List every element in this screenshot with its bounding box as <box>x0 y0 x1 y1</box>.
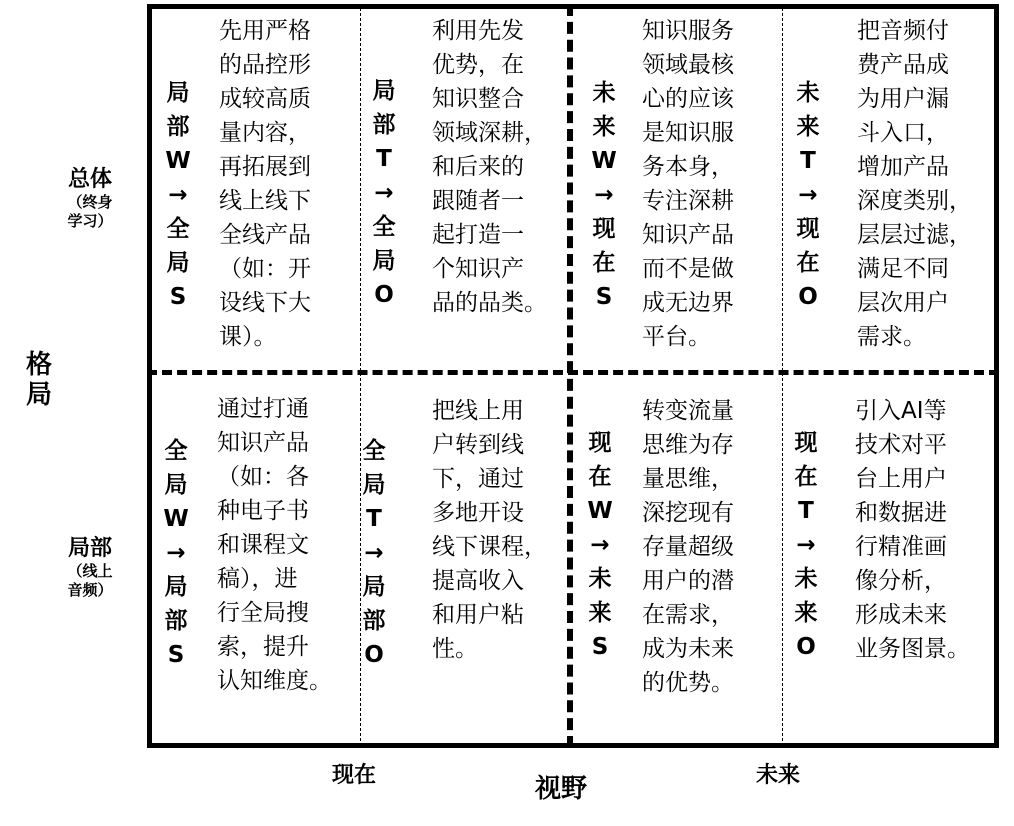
cell-text-5: 通过打通 知识产品 （如：各 种电子书 和课程文 稿），进 行全局搜 索，提升 认知维度。 <box>217 396 332 694</box>
strategy-label-3: 未 来 W → 现 在 S <box>591 80 617 310</box>
vertical-divider <box>567 4 573 748</box>
x-axis-title: 视野 <box>535 774 588 804</box>
y-axis-title: 格 局 <box>25 350 52 410</box>
strategy-label-7: 现 在 W → 未 来 S <box>587 430 613 660</box>
cell-text-2: 利用先发 优势，在 知识整合 领域深耕， 和后来的 跟随者一 起打造一 个知识产 品的品类。 <box>432 18 547 316</box>
strategy-label-5: 全 局 W → 局 部 S <box>163 438 189 668</box>
row-label-top-sub: （终身 学习） <box>67 193 113 230</box>
strategy-label-6: 全 局 T → 局 部 O <box>362 438 386 668</box>
row-label-bottom <box>50 536 130 600</box>
cell-text-8: 引入AI等 技术对平 台上用户 和数据进 行精准画 像分析， 形成未来 业务图景。 <box>855 398 970 662</box>
row-label-top-main: 总体 <box>67 167 112 192</box>
cell-text-1: 先用严格 的品控形 成较高质 量内容， 再拓展到 线上线下 全线产品 （如：开 设线下大 课）。 <box>219 18 311 350</box>
quadrant-divider-right <box>782 8 783 746</box>
cell-text-7: 转变流量 思维为存 量思维， 深挖现有 存量超级 用户的潜 在需求， 成为未来 的优势。 <box>642 398 734 696</box>
row-label-top <box>50 167 130 231</box>
cell-text-3: 知识服务 领域最核 心的应该 是知识服 务本身， 专注深耕 知识产品 而不是做 成无边界 平台。 <box>642 18 734 350</box>
cell-text-6: 把线上用 户转到线 下，通过 多地开设 线下课程， 提高收入 和用户粘 性。 <box>432 398 547 662</box>
strategy-label-4: 未 来 T → 现 在 O <box>796 80 820 310</box>
cell-text-4: 把音频付 费产品成 为用户漏 斗入口， 增加产品 深度类别， 层层过滤， 满足不同 层次用户 需求。 <box>857 18 972 350</box>
row-label-bottom-main: 局部 <box>67 536 112 561</box>
strategy-label-1: 局 部 W → 全 局 S <box>165 80 191 310</box>
strategy-label-8: 现 在 T → 未 来 O <box>794 430 818 660</box>
col-label-now: 现在 <box>332 763 377 788</box>
col-label-future: 未来 <box>756 763 801 788</box>
horizontal-divider <box>147 370 999 375</box>
row-label-bottom-sub: （线上 音频） <box>67 562 113 599</box>
strategy-label-2: 局 部 T → 全 局 O <box>372 78 396 308</box>
